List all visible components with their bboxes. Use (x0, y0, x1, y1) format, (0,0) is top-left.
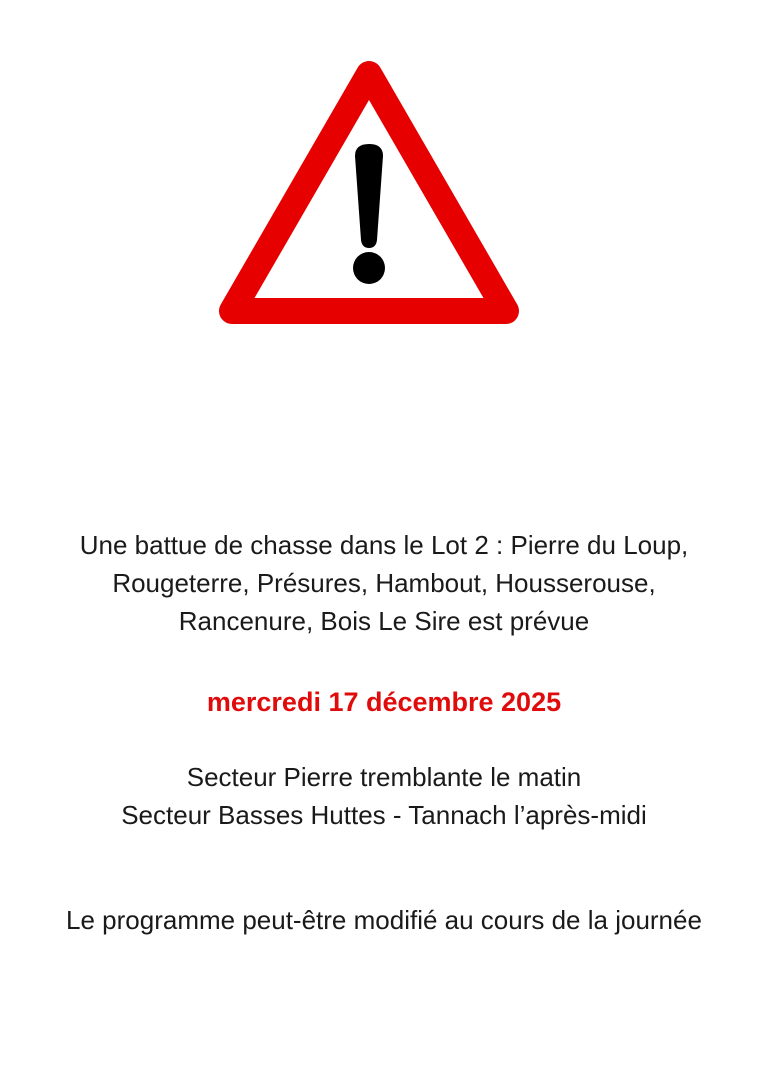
sector-afternoon: Secteur Basses Huttes - Tannach l’après-midi (121, 800, 647, 830)
announcement-line: Une battue de chasse dans le Lot 2 : Pierre du Loup, (79, 530, 689, 560)
announcement-text (0, 526, 768, 640)
schedule-change-note: Le programme peut-être modifié au cours de la journée (66, 905, 702, 935)
event-date: mercredi 17 décembre 2025 (206, 687, 562, 717)
sector-morning: Secteur Pierre tremblante le matin (186, 762, 582, 792)
exclamation-bar (355, 144, 383, 248)
exclamation-dot (353, 252, 385, 284)
announcement-line: Rougeterre, Présures, Hambout, Housserouse, (112, 568, 656, 598)
sector-schedule (0, 758, 768, 834)
warning-triangle-icon (214, 56, 524, 328)
announcement-line: Rancenure, Bois Le Sire est prévue (178, 606, 590, 636)
